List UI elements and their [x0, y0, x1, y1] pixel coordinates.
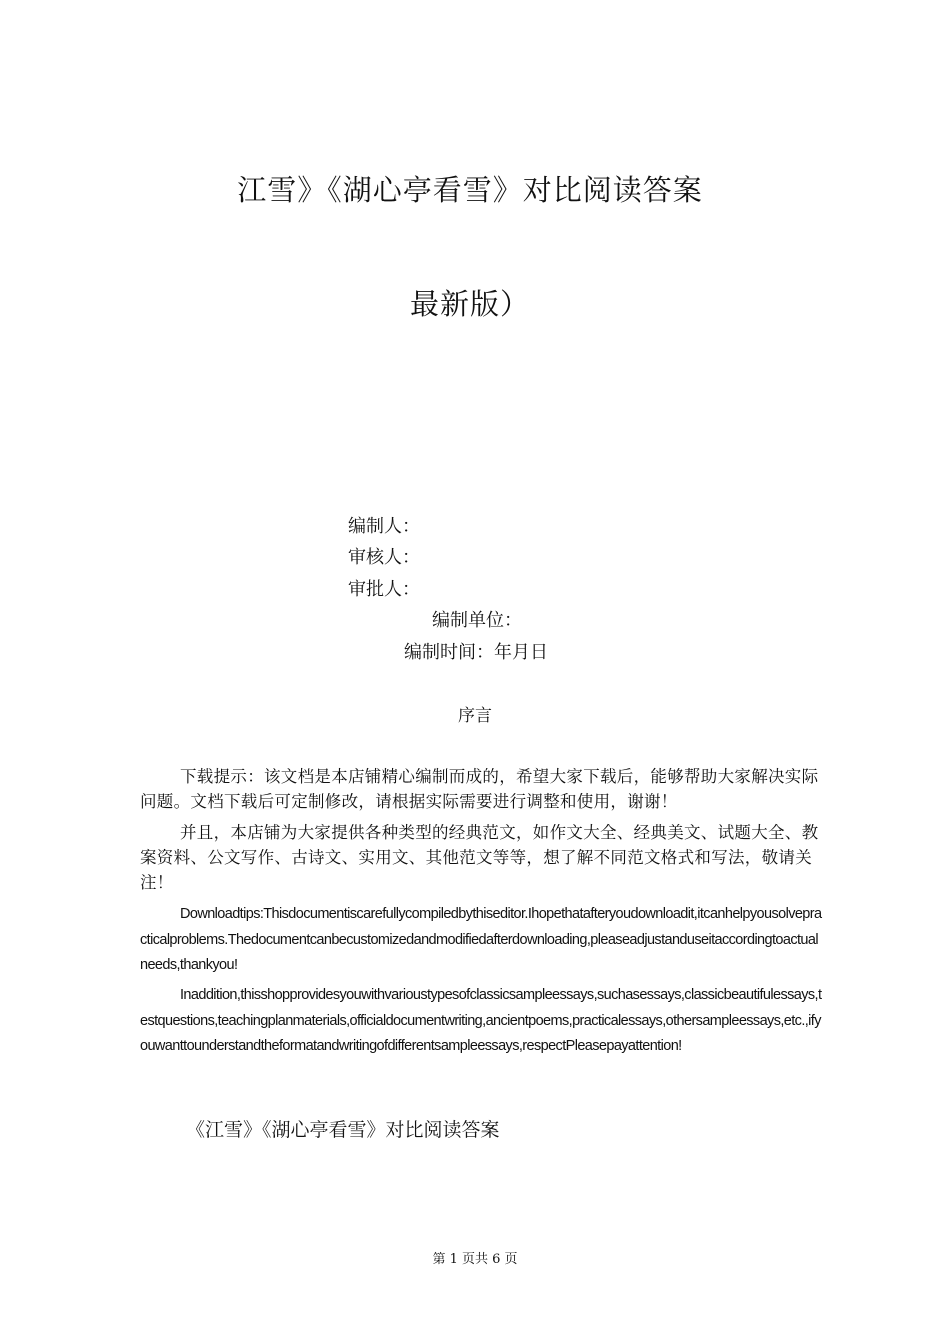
- intro-cn: 并且，本店铺为大家提供各种类型的经典范文，如作文大全、经典美文、试题大全、教案资料、公文写作、古诗文、实用文、其他范文等等，想了解不同范文格式和写法，敬请关注！: [140, 823, 819, 892]
- meta-time: 编制时间：年月日: [404, 642, 548, 663]
- meta-reviewer: 审核人：: [348, 547, 420, 568]
- download-tip-cn: 下载提示：该文档是本店铺精心编制而成的，希望大家下载后，能够帮助大家解决实际问题。文档下载后可定制修改，请根据实际需要进行调整和使用，谢谢！: [140, 767, 819, 811]
- meta-compiler: 编制人：: [348, 516, 420, 537]
- intro-en: Inaddition,thisshopprovidesyouwithvarioustypesofclassicsampleessays,suchasessays,classicbeautifulessays,testquestions,teachingplanmaterials,officialdocumentwriting,ancientpoems,practicalessays,othersampleessays,etc.,ifyouwanttounderstandtheformatandwritingofdifferentsampleessays,respectPleasepayattention!: [140, 987, 822, 1054]
- page-footer: 第 1 页共 6 页: [432, 1252, 518, 1267]
- preface-heading: 序言: [458, 706, 492, 726]
- meta-approver: 审批人：: [348, 579, 420, 600]
- document-subtitle: 最新版）: [409, 287, 530, 321]
- meta-unit: 编制单位：: [432, 610, 522, 631]
- section-title: 《江雪》《湖心亭看雪》对比阅读答案: [186, 1119, 500, 1141]
- download-tip-en: Downloadtips:Thisdocumentiscarefullycompiledbythiseditor.Ihopethatafteryoudownloadit,itcanhelpyousolvepracticalproblems.Thedocumentcanbecustomizedandmodifiedafterdownloading,pleaseadjustanduseitaccordingtoactualneeds,thankyou!: [140, 906, 822, 973]
- document-title: 江雪》《湖心亭看雪》对比阅读答案: [237, 173, 703, 207]
